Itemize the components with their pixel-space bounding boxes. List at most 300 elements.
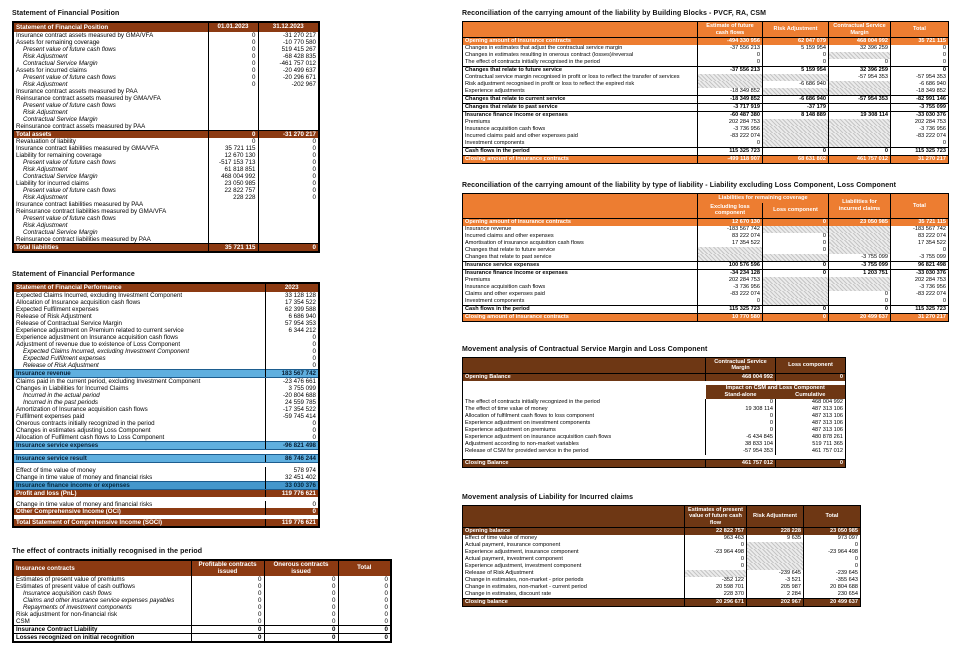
- table-row: [13, 313, 319, 320]
- value-cell: 0: [338, 611, 391, 618]
- hatched-cell: [829, 247, 891, 254]
- table-row: [13, 292, 319, 299]
- value-cell: -57 954 353: [829, 74, 891, 81]
- table-row: [13, 482, 319, 490]
- table-row: [13, 123, 319, 131]
- value-cell: 0: [698, 298, 763, 306]
- row-label: Closing Balance: [463, 459, 706, 467]
- initial-recognition-table: [12, 559, 412, 643]
- row-label: Effect of time value of money: [465, 535, 538, 541]
- row-label: Expected Fulfilment expenses: [23, 355, 106, 362]
- value-cell: 22 822 757: [685, 528, 747, 536]
- value-cell: 0: [258, 159, 319, 166]
- row-label: Onerous contracts initially recognized in the period: [16, 420, 155, 427]
- table-row: [463, 67, 949, 75]
- row-label: Present value of future cash flows: [23, 158, 116, 166]
- value-cell: 0: [829, 148, 891, 156]
- column-header-row: [463, 357, 846, 373]
- row-label: Cash flows in the period: [463, 305, 698, 313]
- table-row: [13, 576, 391, 583]
- value-cell: -96 821 498: [265, 442, 319, 450]
- value-cell: -37 556 213: [698, 67, 763, 75]
- table-row: [13, 39, 319, 46]
- value-cell: -10 770 580: [258, 39, 319, 46]
- table-row: [13, 467, 319, 474]
- hatched-cell: [829, 277, 891, 284]
- row-label: Release of Contractual Service Margin: [16, 320, 122, 327]
- value-cell: 0: [191, 590, 264, 597]
- value-cell: 115 325 723: [698, 305, 763, 313]
- row-label: [463, 385, 706, 392]
- row-label: Insurance contract assets measured by GMA/VFA: [16, 31, 154, 39]
- table-row: [463, 81, 949, 88]
- table-row: [463, 269, 949, 277]
- value-cell: [258, 116, 319, 123]
- row-label: Changes that relate to future service: [463, 67, 698, 75]
- hatched-cell: [829, 119, 891, 126]
- value-cell: 19 308 114: [706, 406, 776, 413]
- table-row: [463, 298, 949, 306]
- row-label: Changes in estimates resulting in onerous contract (losses)/reversal: [465, 52, 634, 58]
- value-cell: 57 954 353: [265, 320, 319, 327]
- value-cell: 0: [804, 556, 861, 563]
- value-cell: [258, 215, 319, 222]
- row-label: Release of Risk Adjustment: [23, 362, 99, 369]
- value-cell: 38 833 104: [706, 441, 776, 448]
- table-row: [463, 218, 949, 226]
- table-row: [463, 563, 861, 570]
- value-cell: 115 325 723: [891, 305, 949, 313]
- value-cell: 0: [763, 247, 829, 254]
- value-cell: 0: [265, 501, 319, 508]
- row-label: Changes in Liabilities for Incurred Claims: [16, 385, 129, 392]
- table-row: [13, 434, 319, 442]
- table-row: [13, 152, 319, 159]
- column-header: 31.12.2023: [258, 22, 319, 32]
- value-cell: 3 755 099: [265, 385, 319, 392]
- value-cell: 519 711 365: [776, 441, 846, 448]
- value-cell: 23 050 985: [829, 218, 891, 226]
- row-label: Amortisation of insurance acquisition cash flows: [465, 239, 584, 246]
- row-label: Losses recognized on initial recognition: [13, 634, 191, 643]
- table-title: The effect of contracts initially recognised in the period: [12, 548, 203, 555]
- table-row: [13, 406, 319, 413]
- header-label: [463, 194, 698, 219]
- value-cell: -57 954 353: [706, 448, 776, 455]
- value-cell: -6 686 940: [891, 81, 949, 88]
- value-cell: [258, 123, 319, 131]
- value-cell: 0: [763, 269, 829, 277]
- row-label: Actual payment, insurance component: [465, 542, 561, 548]
- value-cell: 461 757 012: [776, 448, 846, 455]
- value-cell: 22 822 757: [208, 187, 258, 194]
- statement-of-financial-performance-table: [12, 282, 412, 529]
- row-label: Cash flows in the period: [463, 148, 698, 156]
- row-label: Insurance service expenses: [463, 261, 698, 269]
- value-cell: 0: [264, 626, 338, 634]
- value-cell: 100 576 596: [698, 261, 763, 269]
- table-row: [13, 102, 319, 109]
- table-row: [13, 243, 319, 252]
- row-label: Experience adjustments: [465, 88, 525, 94]
- row-label: Amortization of Insurance acquisition cash flows: [16, 406, 148, 413]
- table-row: [463, 59, 949, 67]
- value-cell: -494 330 956: [698, 38, 763, 46]
- row-label: Estimates of present value of premiums: [16, 576, 125, 583]
- hatched-cell: [698, 254, 763, 262]
- value-cell: -352 122: [685, 577, 747, 584]
- row-label: Insurance service expenses: [13, 442, 265, 450]
- value-cell: 487 313 106: [776, 406, 846, 413]
- value-cell: 0: [191, 634, 264, 643]
- value-cell: 5 159 954: [763, 67, 829, 75]
- row-label: Insurance finance income or expenses: [463, 269, 698, 277]
- row-label: Closing amount of insurance contracts: [463, 313, 698, 321]
- value-cell: 519 415 267: [258, 46, 319, 53]
- hatched-cell: [747, 556, 804, 563]
- row-label: Present value of future cash flows: [23, 186, 116, 194]
- value-cell: 0: [706, 427, 776, 434]
- table-row: [463, 549, 861, 556]
- value-cell: -3 736 956: [891, 284, 949, 291]
- row-label: Assets for incurred claims: [16, 66, 87, 74]
- column-header: Estimates of present value of future cash flow: [685, 505, 747, 528]
- table-row: [13, 145, 319, 152]
- table-row: [13, 53, 319, 60]
- row-label: Insurance revenue: [465, 225, 512, 232]
- table-row: [463, 434, 846, 441]
- row-label: The effect of time value of money: [465, 405, 548, 412]
- value-cell: 0: [685, 556, 747, 563]
- table-row: [13, 109, 319, 116]
- value-cell: -23 964 498: [685, 549, 747, 556]
- value-cell: 461 757 012: [829, 156, 891, 164]
- value-cell: 0: [763, 148, 829, 156]
- table-row: [463, 226, 949, 233]
- value-cell: -18 349 852: [891, 88, 949, 96]
- table-row: [463, 535, 861, 542]
- table-row: [463, 240, 949, 247]
- value-cell: -499 118 907: [698, 156, 763, 164]
- value-cell: 115 325 723: [698, 148, 763, 156]
- row-label: Adjustment of revenue due to existence of Loss Component: [16, 341, 181, 348]
- table-row: [463, 584, 861, 591]
- value-cell: 468 004 992: [706, 373, 776, 381]
- table-row: [463, 133, 949, 140]
- table-row: [13, 519, 319, 527]
- value-cell: 19 308 114: [829, 112, 891, 120]
- value-cell: [258, 208, 319, 215]
- table-row: [463, 373, 846, 381]
- row-label: Expected Fulfilment expenses: [16, 306, 99, 313]
- row-label: Present value of future cash flows: [23, 214, 116, 222]
- row-label: Contractual service margin recognised in profit or loss to reflect the transfer of services: [465, 74, 680, 80]
- building-blocks-reconciliation-table: [462, 21, 954, 164]
- value-cell: 0: [208, 53, 258, 60]
- table-title: Reconciliation of the carrying amount of the liability by Building Blocks - PVCF, RA, CSM: [462, 10, 767, 17]
- value-cell: -20 804 688: [265, 392, 319, 399]
- value-cell: 12 670 130: [208, 152, 258, 159]
- value-cell: 0: [191, 618, 264, 626]
- value-cell: 0: [264, 634, 338, 643]
- row-label: CSM: [16, 618, 30, 625]
- liability-type-reconciliation-table: [462, 193, 954, 322]
- table-row: [463, 156, 949, 164]
- value-cell: 0: [208, 74, 258, 81]
- table-row: [13, 32, 319, 39]
- value-cell: -59 745 414: [265, 413, 319, 420]
- row-label: Insurance contract assets measured by PAA: [16, 87, 138, 95]
- row-label: Insurance acquisition cash flows: [465, 126, 546, 132]
- table-row: [463, 52, 949, 59]
- column-header: 2023: [265, 283, 319, 293]
- table-row: [13, 180, 319, 187]
- table-row: [463, 413, 846, 420]
- table-row: [463, 313, 949, 321]
- value-cell: -37 179: [763, 104, 829, 112]
- table-row: [463, 528, 861, 536]
- table-row: [13, 474, 319, 482]
- column-header-row: [463, 22, 949, 38]
- table-row: [13, 501, 319, 508]
- hatched-cell: [763, 291, 829, 298]
- hatched-cell: [763, 277, 829, 284]
- value-cell: 0: [763, 305, 829, 313]
- value-cell: 202 284 753: [891, 119, 949, 126]
- table-row: [463, 427, 846, 434]
- value-cell: 0: [258, 194, 319, 201]
- building-blocks-reconciliation-block: [462, 10, 954, 164]
- value-cell: 0: [258, 243, 319, 252]
- value-cell: -82 991 146: [891, 96, 949, 104]
- row-label: Other Comprehensive Income (OCI): [13, 508, 265, 515]
- row-label: Insurance finance income or expenses: [463, 112, 698, 120]
- table-row: [13, 306, 319, 313]
- value-cell: -57 954 353: [891, 74, 949, 81]
- table-row: [463, 406, 846, 413]
- value-cell: [208, 229, 258, 236]
- value-cell: [258, 201, 319, 208]
- table-row: [13, 597, 391, 604]
- liability-type-reconciliation-block: [462, 182, 954, 322]
- value-cell: 20 804 688: [804, 584, 861, 591]
- table-row: [13, 116, 319, 123]
- table-row: [13, 327, 319, 334]
- hatched-cell: [829, 52, 891, 59]
- table-row: [13, 215, 319, 222]
- table-row: [13, 626, 391, 634]
- header-label: [463, 357, 706, 373]
- value-cell: 0: [258, 187, 319, 194]
- sub-header: Impact on CSM and Loss Component: [706, 385, 846, 392]
- value-cell: -6 686 940: [763, 81, 829, 88]
- value-cell: 0: [763, 313, 829, 321]
- value-cell: -23 476 661: [265, 378, 319, 386]
- table-row: [13, 88, 319, 95]
- value-cell: -20 499 637: [258, 67, 319, 74]
- sofp-table: [12, 21, 320, 253]
- value-cell: 0: [829, 291, 891, 298]
- lic-movement-table: [462, 505, 954, 608]
- row-label: Reinsurance contract liabilities measured by PAA: [16, 235, 151, 243]
- csm_movement-table: [462, 357, 846, 468]
- value-cell: 0: [208, 46, 258, 53]
- column-header: Liabilities for incurred claims: [829, 194, 891, 219]
- value-cell: 0: [338, 604, 391, 611]
- table-row: [463, 305, 949, 313]
- value-cell: 0: [264, 583, 338, 590]
- hatched-cell: [829, 140, 891, 148]
- table-row: [463, 459, 846, 467]
- value-cell: 0: [763, 52, 829, 59]
- table-row: [13, 362, 319, 370]
- table-row: [463, 556, 861, 563]
- value-cell: 0: [265, 434, 319, 442]
- hatched-cell: [763, 254, 829, 262]
- table-row: [463, 254, 949, 262]
- value-cell: 0: [829, 298, 891, 306]
- row-label: Estimates of present value of cash outflows: [16, 583, 135, 590]
- row-label: Opening amount of insurance contracts: [463, 38, 698, 46]
- value-cell: [208, 222, 258, 229]
- row-label: Change in time value of money and financial risks: [16, 501, 153, 508]
- value-cell: -202 967: [258, 81, 319, 88]
- value-cell: 183 567 742: [265, 370, 319, 378]
- sub-column-header: Cumulative: [776, 392, 846, 399]
- value-cell: 973 097: [804, 535, 861, 542]
- statement-of-financial-position-block: [12, 10, 412, 253]
- value-cell: 0: [706, 399, 776, 406]
- row-label: Changes that relate to past service: [465, 253, 552, 260]
- performance-table: [12, 282, 320, 529]
- row-label: Incurred in the past periods: [23, 399, 98, 406]
- column-header-row: [463, 505, 861, 528]
- column-header: Loss component: [763, 203, 829, 219]
- value-cell: 0: [706, 413, 776, 420]
- value-cell: -33 030 376: [891, 269, 949, 277]
- row-label: Incurred claims and other expenses: [465, 232, 554, 239]
- column-header: Loss component: [776, 357, 846, 373]
- row-label: Total assets: [13, 130, 208, 138]
- row-label: Changes that relate to current service: [463, 96, 698, 104]
- row-label: Experience adjustment on premiums: [465, 426, 556, 433]
- value-cell: 0: [208, 81, 258, 88]
- table-row: [13, 130, 319, 138]
- column-header: Excluding loss component: [698, 203, 763, 219]
- table-row: [13, 399, 319, 406]
- value-cell: 96 821 498: [891, 261, 949, 269]
- value-cell: 0: [829, 305, 891, 313]
- value-cell: -3 736 956: [698, 126, 763, 133]
- value-cell: 9 635: [747, 535, 804, 542]
- table-row: [13, 208, 319, 215]
- value-cell: 0: [258, 166, 319, 173]
- row-label: Risk Adjustment: [23, 165, 68, 173]
- hatched-cell: [698, 81, 763, 88]
- table-row: [13, 201, 319, 208]
- row-label: Closing balance: [463, 599, 685, 607]
- value-cell: -3 755 099: [829, 254, 891, 262]
- value-cell: 0: [763, 218, 829, 226]
- table-row: [13, 590, 391, 597]
- value-cell: 17 354 522: [265, 299, 319, 306]
- value-cell: 32 396 259: [829, 67, 891, 75]
- row-label: Incurred in the actual period: [23, 392, 100, 399]
- header-label: Statement of Financial Position: [13, 22, 208, 32]
- column-header-row: [13, 22, 319, 32]
- column-header: Contractual Service Margin: [829, 22, 891, 38]
- row-label: Expected Claims Incurred, excluding Investment Component: [16, 292, 183, 299]
- table-row: [463, 126, 949, 133]
- table-row: [13, 229, 319, 236]
- column-header: Total: [891, 194, 949, 219]
- value-cell: -31 270 217: [258, 130, 319, 138]
- value-cell: 20 499 637: [804, 599, 861, 607]
- value-cell: 68 631 802: [763, 156, 829, 164]
- table-row: [13, 222, 319, 229]
- initial-recognition-block: [12, 548, 412, 643]
- table-row: [463, 420, 846, 427]
- value-cell: 0: [265, 508, 319, 515]
- row-label: Change in estimates, non-market - prior periods: [465, 577, 584, 583]
- value-cell: -20 296 671: [258, 74, 319, 81]
- value-cell: -3 521: [747, 577, 804, 584]
- hatched-cell: [763, 140, 829, 148]
- value-cell: 0: [804, 542, 861, 549]
- header-label: Insurance contracts: [13, 560, 191, 576]
- value-cell: 12 670 130: [698, 218, 763, 226]
- value-cell: 461 757 012: [706, 459, 776, 467]
- value-cell: 487 313 106: [776, 413, 846, 420]
- table-title: Movement analysis of Liability for Incurred claims: [462, 493, 634, 501]
- value-cell: 0: [338, 626, 391, 634]
- row-label: Insurance finance income or expenses: [13, 482, 265, 490]
- value-cell: [208, 88, 258, 95]
- table-title: Statement of Financial Performance: [12, 270, 135, 278]
- value-cell: 0: [208, 39, 258, 46]
- value-cell: 487 313 106: [776, 427, 846, 434]
- table-row: [13, 159, 319, 166]
- hatched-cell: [763, 88, 829, 96]
- table-row: [13, 81, 319, 88]
- hatched-cell: [763, 119, 829, 126]
- value-cell: 0: [264, 597, 338, 604]
- row-label: Changes in estimates adjusting Loss Component: [16, 427, 151, 434]
- value-cell: 6 686 940: [265, 313, 319, 320]
- value-cell: [208, 102, 258, 109]
- value-cell: 0: [265, 427, 319, 434]
- initial_recognition-table: [12, 559, 392, 643]
- row-label: Change in estimates, non-market - current period: [465, 584, 587, 590]
- table-row: [463, 96, 949, 104]
- row-label: Assets for remaining coverage: [16, 38, 100, 46]
- row-label: Reinsurance contract assets measured by PAA: [16, 122, 146, 130]
- row-label: Liability for remaining coverage: [16, 151, 102, 159]
- table-row: [463, 247, 949, 254]
- value-cell: 0: [258, 145, 319, 152]
- value-cell: 119 776 621: [265, 519, 319, 527]
- value-cell: 0: [258, 138, 319, 145]
- row-label: Release of Risk Adjustment: [16, 313, 92, 320]
- header-label: [463, 22, 698, 38]
- value-cell: -18 349 852: [698, 88, 763, 96]
- value-cell: [208, 95, 258, 102]
- table-row: [463, 399, 846, 406]
- row-label: Risk adjustment recognised in profit or loss to reflect the expired risk: [465, 81, 635, 87]
- column-header: Onerous contracts issued: [264, 560, 338, 576]
- value-cell: 32 451 402: [265, 474, 319, 482]
- value-cell: -23 964 498: [804, 549, 861, 556]
